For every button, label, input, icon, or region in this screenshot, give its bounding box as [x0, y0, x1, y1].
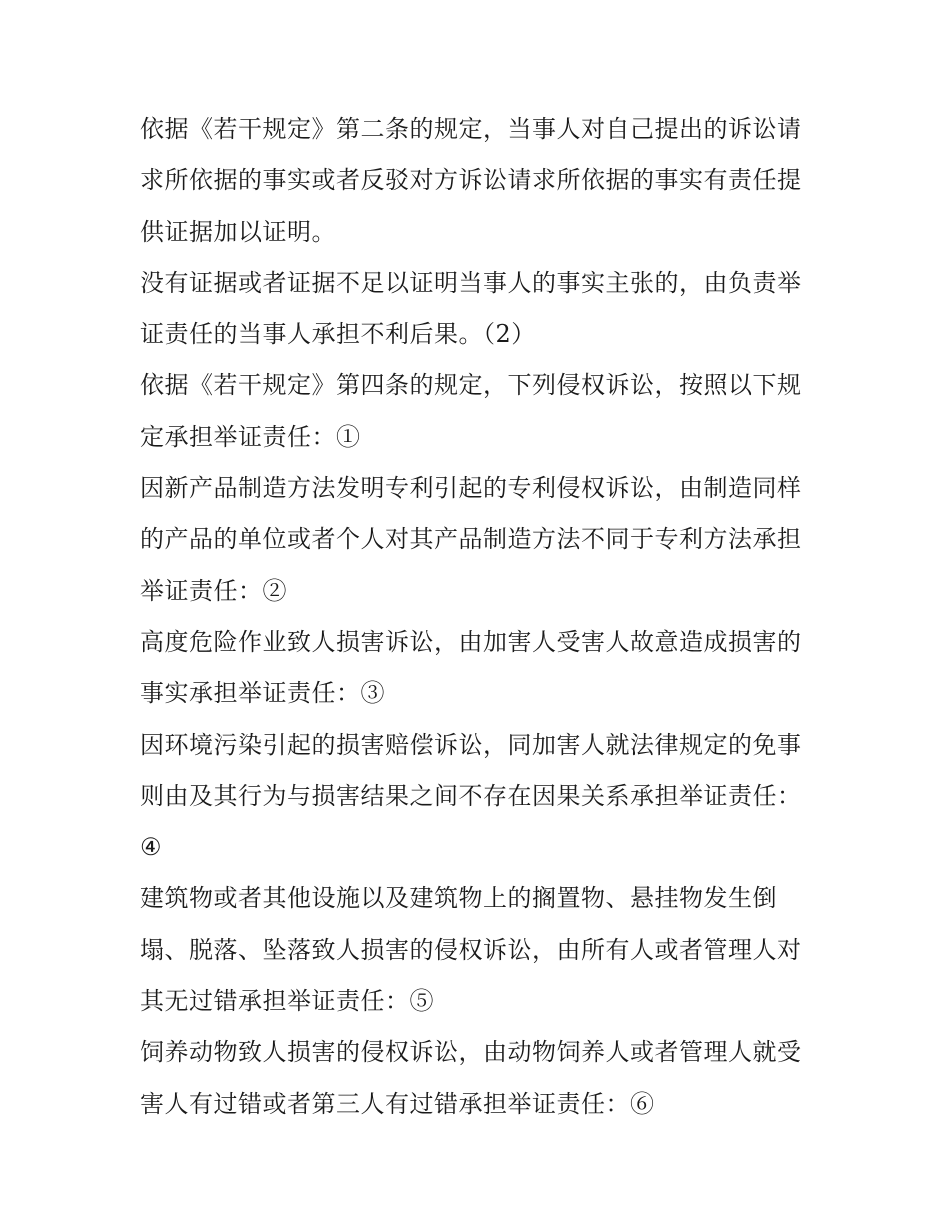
text-line: 饲养动物致人损害的侵权诉讼，由动物饲养人或者管理人就受 [140, 1038, 802, 1067]
paragraph-article-2 [140, 104, 820, 258]
text-line: 害人有过错或者第三人有过错承担举证责任：⑥ [140, 1089, 655, 1118]
text-line: ④ [140, 833, 163, 862]
document-body [140, 104, 820, 1130]
paragraph-item-pollution [140, 720, 820, 874]
text-line: 则由及其行为与损害结果之间不存在因果关系承担举证责任： [140, 781, 802, 810]
paragraph-item-animal [140, 1027, 820, 1130]
text-line: 其无过错承担举证责任：⑤ [140, 987, 434, 1016]
text-line: 举证责任：② [140, 576, 287, 605]
text-line: 事实承担举证责任：③ [140, 679, 385, 708]
text-line: 供证据加以证明。 [140, 217, 336, 246]
text-line: 因新产品制造方法发明专利引起的专利侵权诉讼，由制造同样 [140, 474, 802, 503]
text-line: 定承担举证责任：① [140, 422, 361, 451]
paragraph-article-4 [140, 360, 820, 463]
text-line: 求所依据的事实或者反驳对方诉讼请求所依据的事实有责任提 [140, 166, 802, 195]
paragraph-item-high-risk [140, 617, 820, 720]
text-line: 因环境污染引起的损害赔偿诉讼，同加害人就法律规定的免事 [140, 730, 802, 759]
text-line: 塌、脱落、坠落致人损害的侵权诉讼，由所有人或者管理人对 [140, 935, 802, 964]
text-line: 依据《若干规定》第二条的规定，当事人对自己提出的诉讼请 [140, 115, 802, 143]
text-line: 的产品的单位或者个人对其产品制造方法不同于专利方法承担 [140, 525, 802, 554]
text-line: 证责任的当事人承担不利后果。（2） [140, 320, 536, 349]
paragraph-insufficient-evidence [140, 258, 820, 361]
paragraph-item-patent [140, 463, 820, 617]
text-line: 高度危险作业致人损害诉讼，由加害人受害人故意造成损害的 [140, 627, 802, 656]
text-line: 没有证据或者证据不足以证明当事人的事实主张的，由负责举 [140, 268, 802, 297]
text-line: 依据《若干规定》第四条的规定，下列侵权诉讼，按照以下规 [140, 371, 802, 400]
text-line: 建筑物或者其他设施以及建筑物上的搁置物、悬挂物发生倒 [140, 884, 777, 913]
paragraph-item-building [140, 873, 820, 1027]
